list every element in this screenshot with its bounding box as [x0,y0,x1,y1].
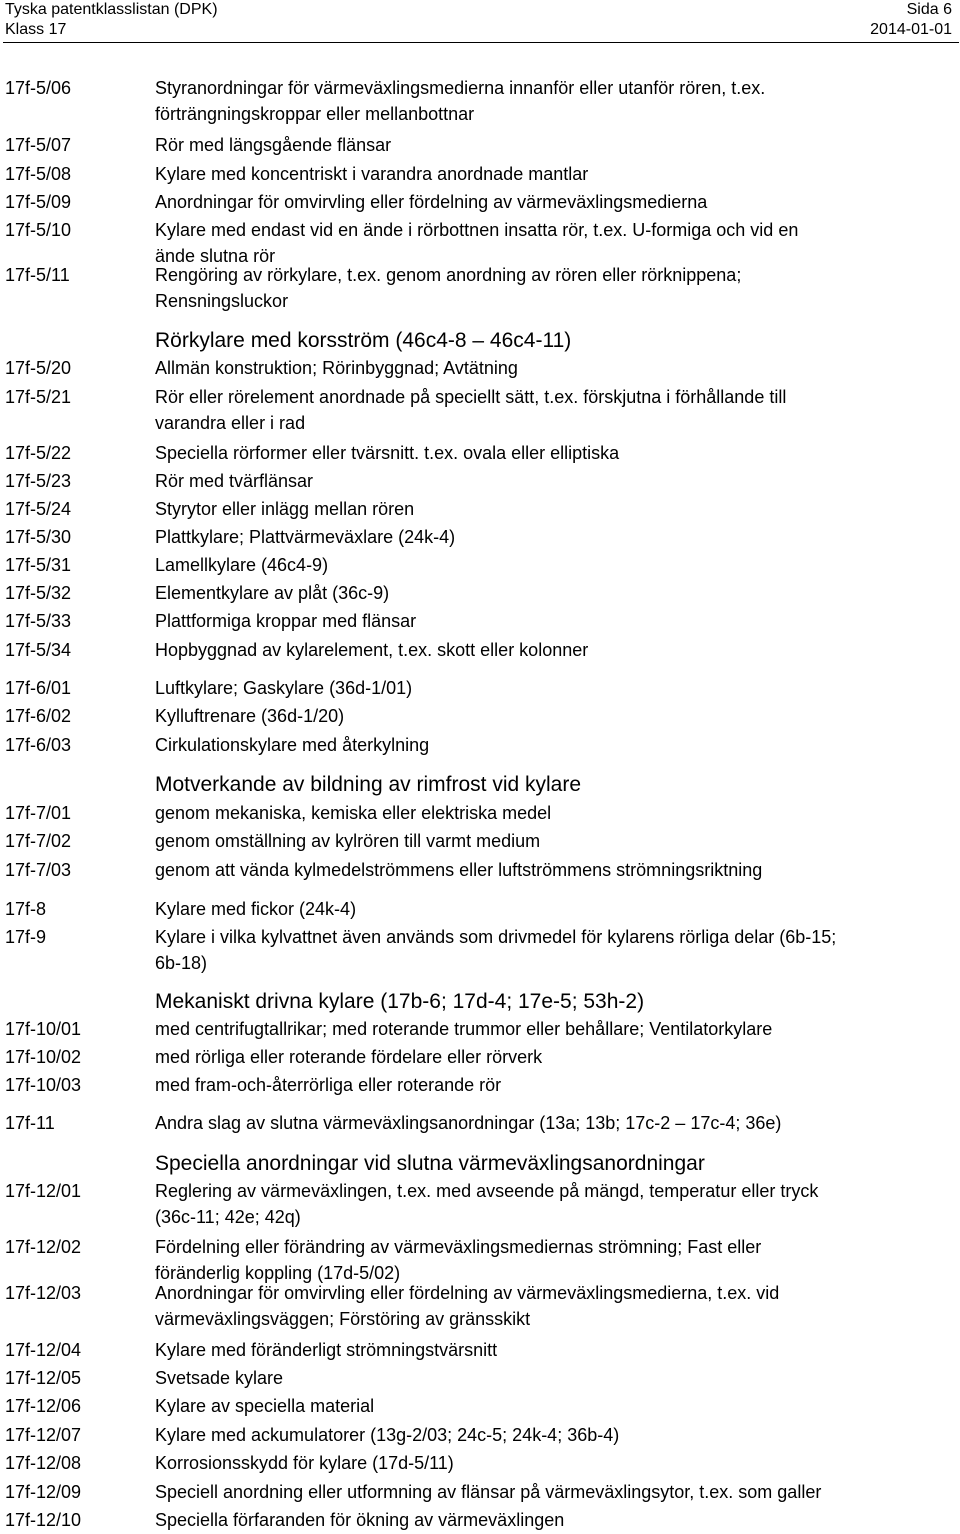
class-description [155,440,955,466]
class-description [155,161,955,187]
description-line: Andra slag av slutna värmeväxlingsanordningar (13a; 13b; 17c-2 – 17c-4; 36e) [155,1113,782,1133]
class-code: 17f-7/03 [5,860,72,880]
class-description [155,1479,955,1505]
description-line: Styrytor eller inlägg mellan rören [155,499,415,519]
description-line: varandra eller i rad [155,413,306,433]
description-line: Kylare med föränderligt strömningstvärsnitt [155,1340,498,1360]
description-line: värmeväxlingsväggen; Förstöring av gränsskikt [155,1309,531,1329]
description-line: med rörliga eller roterande fördelare eller rörverk [155,1047,543,1067]
description-line: Speciella förfaranden för ökning av värmeväxlingen [155,1510,565,1530]
class-code: 17f-5/34 [5,640,72,660]
class-description [155,189,955,215]
description-line: Styranordningar för värmeväxlingsmedierna innanför eller utanför rören, t.ex. [155,78,766,98]
class-description [155,896,955,922]
description-line: Reglering av värmeväxlingen, t.ex. med avseende på mängd, temperatur eller tryck [155,1181,819,1201]
class-code: 17f-5/30 [5,527,72,547]
description-line: Hopbyggnad av kylarelement, t.ex. skott eller kolonner [155,640,589,660]
class-code: 17f-12/10 [5,1510,82,1530]
description-line: Lamellkylare (46c4-9) [155,555,329,575]
class-description [155,552,955,578]
class-code: 17f-9 [5,927,47,947]
class-code: 17f-6/01 [5,678,72,698]
class-description [155,637,955,663]
class-code: 17f-5/07 [5,135,72,155]
class-description [155,857,955,883]
class-code: 17f-10/03 [5,1075,82,1095]
class-description [155,800,955,826]
class-description [155,75,955,127]
class-description [155,384,955,436]
class-code: 17f-5/33 [5,611,72,631]
class-description [155,608,955,634]
description-line: Rör med längsgående flänsar [155,135,392,155]
description-line: Plattkylare; Plattvärmeväxlare (24k-4) [155,527,456,547]
class-code: 17f-10/01 [5,1019,82,1039]
class-description [155,1450,955,1476]
section-heading: Speciella anordningar vid slutna värmeväxlingsanordningar [155,1152,705,1175]
header-right [870,0,952,40]
class-description [155,1234,955,1286]
description-line: Fördelning eller förändring av värmeväxlingsmediernas strömning; Fast eller [155,1237,762,1257]
class-code: 17f-5/11 [5,265,70,285]
description-line: Anordningar för omvirvling eller fördelning av värmeväxlingsmedierna [155,192,708,212]
class-description [155,1044,955,1070]
class-description [155,732,955,758]
class-code: 17f-12/05 [5,1368,82,1388]
section-heading: Motverkande av bildning av rimfrost vid kylare [155,773,582,796]
description-line: Kylare med koncentriskt i varandra anordnade mantlar [155,164,589,184]
page-number: Sida 6 [906,1,952,18]
class-description [155,1280,955,1332]
description-line: Luftkylare; Gaskylare (36d-1/01) [155,678,413,698]
description-line: Rengöring av rörkylare, t.ex. genom anordning av rören eller rörknippena; [155,265,742,285]
class-code: 17f-12/01 [5,1181,82,1201]
description-line: Allmän konstruktion; Rörinbyggnad; Avtätning [155,358,518,378]
class-description [155,355,955,381]
description-line: Kylare i vilka kylvattnet även används som drivmedel för kylarens rörliga delar (6b-15; [155,927,837,947]
class-description [155,1178,955,1230]
class-code: 17f-12/03 [5,1283,82,1303]
class-code: 17f-12/04 [5,1340,82,1360]
class-description [155,828,955,854]
class-code: 17f-10/02 [5,1047,82,1067]
description-line: ände slutna rör [155,246,276,266]
description-line: genom att vända kylmedelströmmens eller luftströmmens strömningsriktning [155,860,763,880]
description-line: Speciell anordning eller utformning av flänsar på värmeväxlingsytor, t.ex. som galler [155,1482,822,1502]
class-code: 17f-5/22 [5,443,72,463]
description-line: föränderlig koppling (17d-5/02) [155,1263,401,1283]
description-line: genom omställning av kylrören till varmt medium [155,831,541,851]
description-line: Rensningsluckor [155,291,289,311]
class-code: 17f-7/02 [5,831,72,851]
class-code: 17f-5/32 [5,583,72,603]
class-code: 17f-6/03 [5,735,72,755]
class-description [155,1110,955,1136]
document-title: Tyska patentklasslistan (DPK) [5,1,218,18]
class-description [155,924,955,976]
class-code: 17f-5/10 [5,220,72,240]
description-line: Kylluftrenare (36d-1/20) [155,706,345,726]
class-code: 17f-8 [5,899,47,919]
class-description [155,262,955,314]
description-line: Svetsade kylare [155,1368,284,1388]
class-code: 17f-5/06 [5,78,72,98]
class-description [155,132,955,158]
class-description [155,580,955,606]
description-line: Rör med tvärflänsar [155,471,314,491]
description-line: Kylare med endast vid en ände i rörbottnen insatta rör, t.ex. U-formiga och vid en [155,220,799,240]
document-date: 2014-01-01 [870,21,952,38]
class-description [155,496,955,522]
class-code: 17f-5/24 [5,499,72,519]
class-description [155,1072,955,1098]
description-line: förträngningskroppar eller mellanbottnar [155,104,475,124]
description-line: Korrosionsskydd för kylare (17d-5/11) [155,1453,454,1473]
class-description [155,703,955,729]
description-line: Kylare av speciella material [155,1396,375,1416]
class-code: 17f-11 [5,1113,55,1133]
description-line: med centrifugtallrikar; med roterande trummor eller behållare; Ventilatorkylare [155,1019,773,1039]
description-line: 6b-18) [155,953,208,973]
class-description [155,1016,955,1042]
header-left [5,0,218,40]
description-line: (36c-11; 42e; 42q) [155,1207,301,1227]
class-description [155,1422,955,1448]
description-line: Plattformiga kroppar med flänsar [155,611,417,631]
section-heading: Rörkylare med korsström (46c4-8 – 46c4-11) [155,329,572,352]
class-code: 17f-7/01 [5,803,72,823]
header-divider [3,42,959,43]
class-description [155,524,955,550]
description-line: med fram-och-återrörliga eller roterande rör [155,1075,502,1095]
class-code: 17f-12/07 [5,1425,82,1445]
description-line: Speciella rörformer eller tvärsnitt. t.ex. ovala eller elliptiska [155,443,620,463]
class-description [155,1337,955,1363]
class-code: 17f-5/20 [5,358,72,378]
class-description [155,675,955,701]
description-line: Rör eller rörelement anordnade på speciellt sätt, t.ex. förskjutna i förhållande till [155,387,787,407]
description-line: Anordningar för omvirvling eller fördelning av värmeväxlingsmedierna, t.ex. vid [155,1283,780,1303]
class-code: 17f-5/09 [5,192,72,212]
class-label: Klass 17 [5,21,67,38]
class-description [155,1507,955,1533]
class-code: 17f-12/09 [5,1482,82,1502]
class-code: 17f-12/06 [5,1396,82,1416]
class-description [155,1365,955,1391]
class-code: 17f-5/08 [5,164,72,184]
page-header [0,0,960,44]
section-heading: Mekaniskt drivna kylare (17b-6; 17d-4; 17e-5; 53h-2) [155,990,645,1013]
class-description [155,468,955,494]
description-line: Kylare med ackumulatorer (13g-2/03; 24c-5; 24k-4; 36b-4) [155,1425,620,1445]
class-code: 17f-5/31 [5,555,72,575]
description-line: genom mekaniska, kemiska eller elektriska medel [155,803,552,823]
class-description [155,1393,955,1419]
description-line: Kylare med fickor (24k-4) [155,899,357,919]
class-code: 17f-5/23 [5,471,72,491]
class-code: 17f-12/08 [5,1453,82,1473]
description-line: Elementkylare av plåt (36c-9) [155,583,390,603]
description-line: Cirkulationskylare med återkylning [155,735,430,755]
class-code: 17f-12/02 [5,1237,82,1257]
class-code: 17f-5/21 [5,387,72,407]
class-code: 17f-6/02 [5,706,72,726]
